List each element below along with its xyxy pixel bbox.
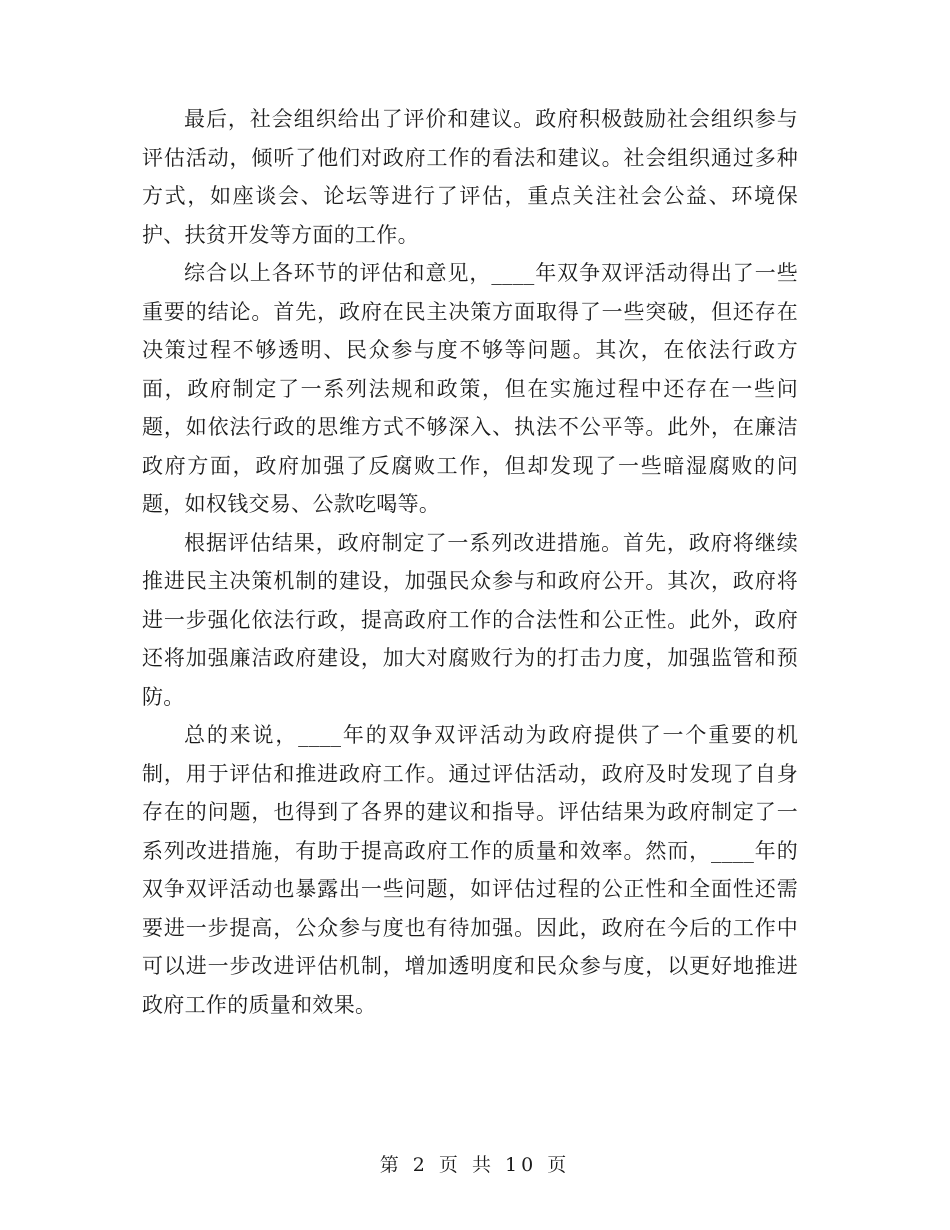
paragraph-conclusions: 综合以上各环节的评估和意见，____年双争双评活动得出了一些重要的结论。首先，政府在民主决策方面取得了一些突破，但还存在决策过程不够透明、民众参与度不够等问题。其次，在依法行政方面，政府制定了一系列法规和政策，但在实施过程中还存在一些问题，如依法行政的思维方式不够深入、执法不公平等。此外，在廉洁政府方面，政府加强了反腐败工作，但却发现了一些暗湿腐败的问题，如权钱交易、公款吃喝等。 (142, 261, 798, 516)
document-body (142, 100, 798, 1024)
paragraph-summary: 总的来说，____年的双争双评活动为政府提供了一个重要的机制，用于评估和推进政府工作。通过评估活动，政府及时发现了自身存在的问题，也得到了各界的建议和指导。评估结果为政府制定了一系列改进措施，有助于提高政府工作的质量和效率。然而，____年的双争双评活动也暴露出一些问题，如评估过程的公正性和全面性还需要进一步提高，公众参与度也有待加强。因此，政府在今后的工作中可以进一步改进评估机制，增加透明度和民众参与度，以更好地推进政府工作的质量和效果。 (142, 723, 798, 1017)
paragraph-social-organizations: 最后，社会组织给出了评价和建议。政府积极鼓励社会组织参与评估活动，倾听了他们对政府工作的看法和建议。社会组织通过多种方式，如座谈会、论坛等进行了评估，重点关注社会公益、环境保护、扶贫开发等方面的工作。 (142, 107, 798, 247)
paragraph-improvement-measures: 根据评估结果，政府制定了一系列改进措施。首先，政府将继续推进民主决策机制的建设，加强民众参与和政府公开。其次，政府将进一步强化依法行政，提高政府工作的合法性和公正性。此外，政府还将加强廉洁政府建设，加大对腐败行为的打击力度，加强监管和预防。 (142, 530, 798, 709)
page-number-footer: 第 2 页 共 10 页 (379, 1154, 571, 1176)
